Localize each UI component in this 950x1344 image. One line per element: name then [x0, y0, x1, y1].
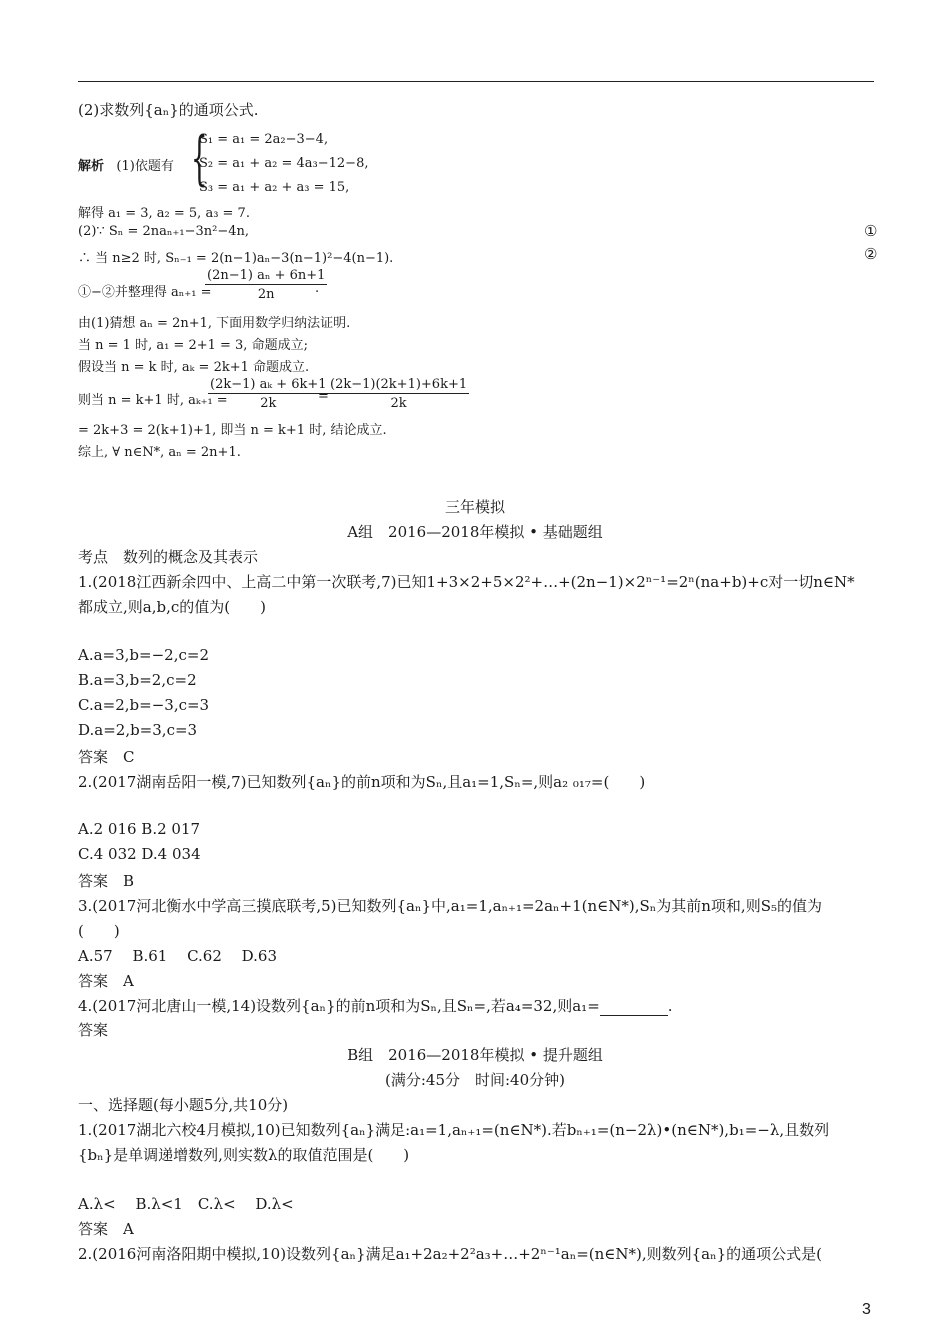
question-3-stem-cont: ( ) — [78, 922, 120, 940]
question-1-stem-cont: 都成立,则a,b,c的值为( ) — [78, 598, 266, 616]
question-3-stem: 3.(2017河北衡水中学高三摸底联考,5)已知数列{aₙ}中,a₁=1,aₙ₊₁=2aₙ+1(n∈N*),Sₙ为其前n项和,则S₅的值为 — [78, 897, 822, 915]
group-b-title: B组 2016—2018年模拟 • 提升题组 — [347, 1046, 603, 1064]
solution-period: . — [315, 281, 320, 296]
equation-marker-2: ② — [864, 245, 878, 263]
part-heading: 一、选择题(每小题5分,共10分) — [78, 1096, 289, 1114]
solution-line: 假设当 n = k 时, aₖ = 2k+1 命题成立. — [78, 360, 310, 375]
fraction-numerator: (2n−1) aₙ + 6n+1 — [207, 268, 326, 283]
system-eq-3: S₃ = a₁ + a₂ + a₃ = 15, — [199, 180, 350, 195]
system-eq-1: S₁ = a₁ = 2a₂−3−4, — [199, 132, 329, 147]
fraction-denominator: 2k — [260, 396, 277, 411]
answer-blank — [600, 1001, 668, 1016]
fraction-numerator: (2k−1)(2k+1)+6k+1 — [330, 377, 468, 392]
solution-intro-text: (1)依题有 — [116, 159, 174, 174]
question-1-option-c: C.a=2,b=−3,c=3 — [78, 696, 210, 714]
topic-heading: 考点 数列的概念及其表示 — [78, 548, 259, 566]
question-2-answer: 答案 B — [78, 872, 135, 890]
b-question-1-answer: 答案 A — [78, 1220, 134, 1238]
question-1-option-a: A.a=3,b=−2,c=2 — [78, 646, 209, 664]
b-question-1-stem: 1.(2017湖北六校4月模拟,10)已知数列{aₙ}满足:a₁=1,aₙ₊₁=(n∈N*).若bₙ₊₁=(n−2λ)•(n∈N*),b₁=−λ,且数列 — [78, 1121, 830, 1139]
solution-label: 解析 — [78, 159, 105, 174]
solution-intro — [78, 155, 174, 174]
question-1-stem: 1.(2018江西新余四中、上高二中第一次联考,7)已知1+3×2+5×2²+…+(2n−1)×2ⁿ⁻¹=2ⁿ(na+b)+c对一切n∈N* — [78, 573, 855, 591]
solution-induction-label: 则当 n = k+1 时, aₖ₊₁ = — [78, 393, 228, 408]
recurrence-fraction — [205, 268, 327, 302]
b-question-1-stem-cont: {bₙ}是单调递增数列,则实数λ的取值范围是( ) — [78, 1146, 410, 1164]
equals-sign: = — [318, 389, 329, 404]
question-4-answer: 答案 — [78, 1021, 109, 1039]
question-3-answer: 答案 A — [78, 972, 134, 990]
solution-line: ∴ 当 n≥2 时, Sₙ₋₁ = 2(n−1)aₙ−3(n−1)²−4(n−1). — [78, 251, 394, 266]
header-rule — [78, 81, 874, 82]
fraction-denominator: 2k — [390, 396, 407, 411]
section-title: 三年模拟 — [444, 498, 505, 516]
solution-conclusion: 综上, ∀ n∈N*, aₙ = 2n+1. — [78, 445, 241, 460]
page-number: 3 — [862, 1301, 871, 1318]
question-2-options-cd: C.4 032 D.4 034 — [78, 845, 201, 863]
solution-line: = 2k+3 = 2(k+1)+1, 即当 n = k+1 时, 结论成立. — [78, 423, 387, 438]
equation-system-brace: { — [191, 124, 208, 192]
solution-recurrence-label: ①−②并整理得 aₙ₊₁ = — [78, 285, 212, 300]
fraction-denominator: 2n — [257, 287, 275, 302]
question-2-title: (2)求数列{aₙ}的通项公式. — [78, 101, 259, 119]
induction-fraction-2 — [328, 377, 469, 411]
group-a-title: A组 2016—2018年模拟 • 基础题组 — [347, 523, 603, 541]
solution-line: 由(1)猜想 aₙ = 2n+1, 下面用数学归纳法证明. — [78, 316, 351, 331]
question-2-stem: 2.(2017湖南岳阳一模,7)已知数列{aₙ}的前n项和为Sₙ,且a₁=1,Sₙ=,则a₂ ₀₁₇=( ) — [78, 773, 646, 791]
induction-fraction-1 — [208, 377, 329, 411]
question-4-stem-text: 4.(2017河北唐山一模,14)设数列{aₙ}的前n项和为Sₙ,且Sₙ=,若a₄=32,则a₁= — [78, 997, 600, 1015]
question-1-answer: 答案 C — [78, 748, 135, 766]
fraction-numerator: (2k−1) aₖ + 6k+1 — [210, 377, 327, 392]
question-4-stem — [78, 995, 673, 1016]
b-question-2-stem: 2.(2016河南洛阳期中模拟,10)设数列{aₙ}满足a₁+2a₂+2²a₃+…+2ⁿ⁻¹aₙ=(n∈N*),则数列{aₙ}的通项公式是( — [78, 1245, 823, 1263]
question-1-option-d: D.a=2,b=3,c=3 — [78, 721, 198, 739]
system-eq-2: S₂ = a₁ + a₂ = 4a₃−12−8, — [199, 156, 369, 171]
group-b-subtitle: (满分:45分 时间:40分钟) — [385, 1071, 565, 1089]
equation-marker-1: ① — [864, 222, 878, 240]
b-question-1-options: A.λ< B.λ<1 C.λ< D.λ< — [78, 1195, 294, 1213]
question-3-options: A.57 B.61 C.62 D.63 — [78, 947, 278, 965]
question-1-option-b: B.a=3,b=2,c=2 — [78, 671, 197, 689]
solution-line: 当 n = 1 时, a₁ = 2+1 = 3, 命题成立; — [78, 338, 308, 353]
question-2-options-ab: A.2 016 B.2 017 — [78, 820, 201, 838]
question-4-stem-end: . — [667, 997, 673, 1015]
solution-line: 解得 a₁ = 3, a₂ = 5, a₃ = 7. — [78, 206, 250, 221]
solution-line: (2)∵ Sₙ = 2naₙ₊₁−3n²−4n, — [78, 224, 250, 239]
